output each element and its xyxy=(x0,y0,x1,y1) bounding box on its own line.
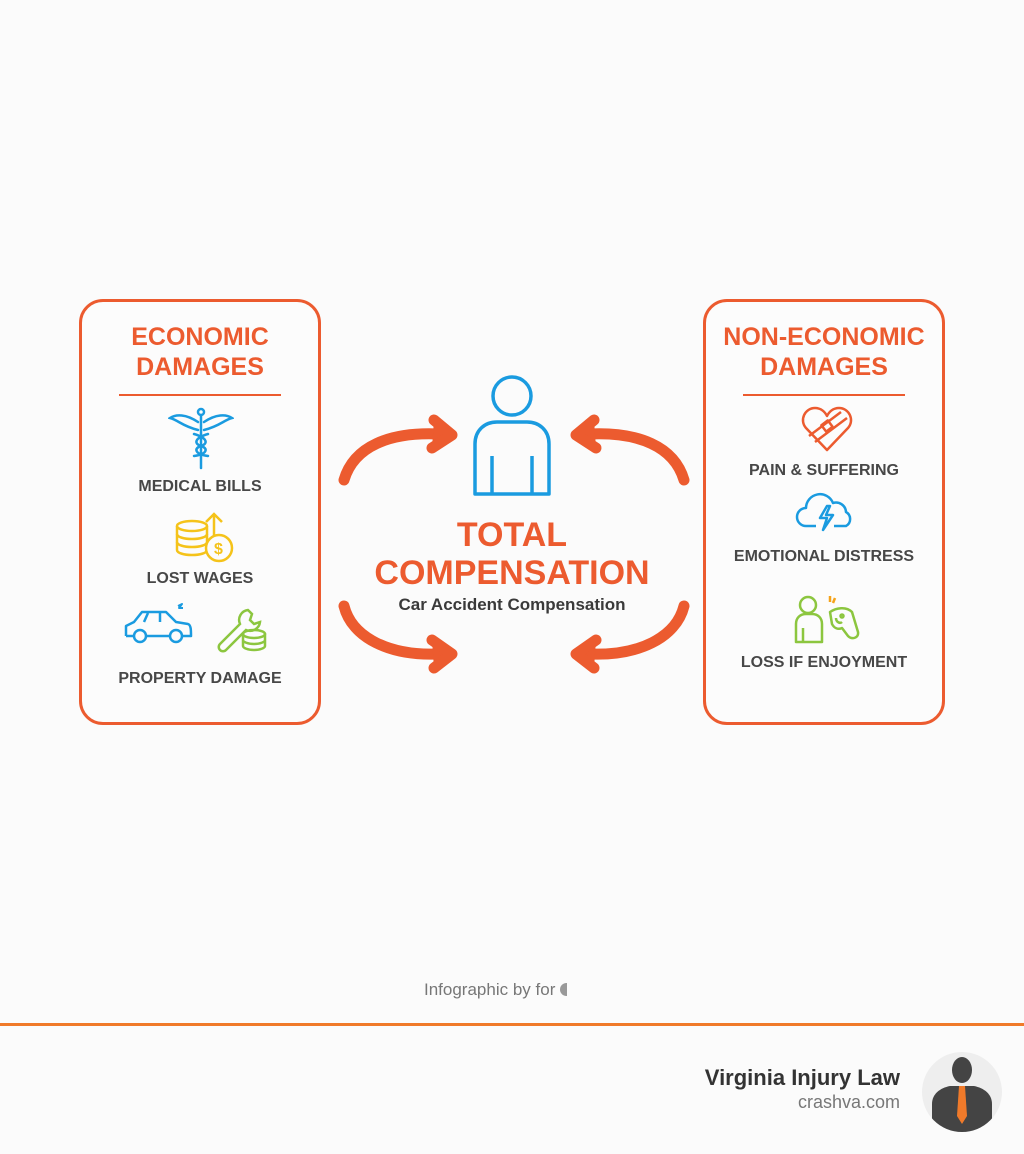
title-line: DAMAGES xyxy=(136,353,264,381)
person-gamepad-icon xyxy=(794,594,866,644)
brand-name: Virginia Injury Law xyxy=(704,1065,900,1090)
brand xyxy=(705,1065,900,1113)
person-icon xyxy=(472,374,552,498)
divider xyxy=(743,394,905,396)
title-line: NON-ECONOMIC xyxy=(723,323,925,351)
arrow-top-left xyxy=(344,420,452,480)
lawyer-silhouette-icon xyxy=(922,1052,1002,1132)
avatar xyxy=(922,1052,1002,1132)
subtitle: Car Accident Compensation xyxy=(398,595,626,614)
credit-text xyxy=(424,980,567,1000)
wrench-coins-icon xyxy=(214,604,268,654)
compensation-title: COMPENSATION xyxy=(374,554,650,592)
non-economic-damages-title xyxy=(706,322,942,382)
pain-suffering-label: PAIN & SUFFERING xyxy=(749,462,899,479)
property-damage-label: PROPERTY DAMAGE xyxy=(118,670,282,687)
car-icon xyxy=(122,602,194,648)
credit-label: Infographic by for xyxy=(424,980,556,999)
economic-damages-title xyxy=(82,322,318,382)
arrow-top-right xyxy=(576,420,684,480)
half-circle-icon xyxy=(560,983,567,996)
total-title: TOTAL xyxy=(456,516,568,554)
lost-wages-label: LOST WAGES xyxy=(146,570,254,587)
caduceus-icon xyxy=(168,406,234,470)
footer-divider xyxy=(0,1023,1024,1026)
arrow-bottom-left xyxy=(344,606,452,668)
medical-bills-label: MEDICAL BILLS xyxy=(138,478,262,495)
brand-url[interactable]: crashva.com xyxy=(797,1092,900,1112)
arrow-bottom-right xyxy=(576,606,684,668)
title-line: DAMAGES xyxy=(760,353,888,381)
bandaged-heart-icon xyxy=(801,406,853,452)
non-economic-damages-panel xyxy=(703,299,945,725)
title-line: ECONOMIC xyxy=(131,323,269,351)
economic-damages-panel xyxy=(79,299,321,725)
divider xyxy=(119,394,281,396)
loss-of-enjoyment-label: LOSS IF ENJOYMENT xyxy=(740,654,908,671)
storm-cloud-icon xyxy=(794,490,858,532)
emotional-distress-label: EMOTIONAL DISTRESS xyxy=(733,548,915,565)
coins-arrow-icon xyxy=(174,508,236,564)
svg-text:$: $ xyxy=(214,541,223,558)
